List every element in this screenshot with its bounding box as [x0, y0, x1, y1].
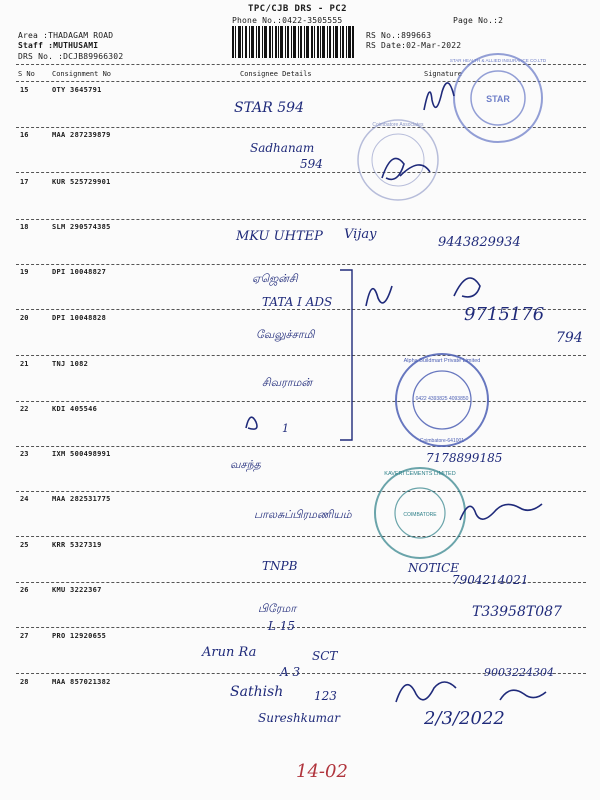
handwriting-r25-phone: 7904214021: [452, 573, 529, 587]
handwriting-r26-phone: T33958T087: [472, 604, 562, 620]
handwriting-r27b: SCT: [312, 649, 338, 663]
col-signature: Signature: [424, 70, 462, 78]
handwriting-r26b: L 15: [268, 619, 296, 633]
row-sno: 27: [20, 632, 29, 640]
staff-field: Staff :MUTHUSAMI: [18, 41, 99, 50]
handwriting-r15: STAR 594: [234, 100, 304, 116]
rs-date: RS Date:02-Mar-2022: [366, 41, 462, 50]
handwriting-r21: சிவராமன்: [262, 376, 313, 389]
row-consignment-no: PRO 12920655: [52, 632, 107, 640]
handwriting-r22-mark: [246, 417, 257, 429]
rs-number: RS No.:899663: [366, 31, 432, 40]
handwriting-r28: Sathish: [230, 684, 284, 700]
handwriting-r27c: A 3: [280, 665, 301, 679]
handwriting-r27-phone: 9003224304: [484, 666, 554, 679]
handwriting-r23: வசந்த: [230, 458, 261, 471]
signature-r15: [424, 83, 454, 110]
handwriting-r18b: Vijay: [344, 227, 377, 242]
row-consignment-no: MAA 287239879: [52, 131, 111, 139]
cement-stamp-name: KAVERI CEMENTS LIMITED: [384, 471, 456, 477]
row-consignment-no: TNJ 1082: [52, 360, 89, 368]
signature-r19: [366, 278, 480, 306]
col-consignment: Consignment No: [52, 70, 112, 78]
drs-number: DRS No. :DCJB89966302: [18, 52, 124, 61]
row-sno: 17: [20, 178, 29, 186]
star-stamp-center: STAR: [486, 94, 510, 104]
col-sno: S No: [18, 70, 35, 78]
buildmart-stamp-name: Alpha Buildmart Private Limited: [403, 358, 481, 364]
row-sno: 21: [20, 360, 29, 368]
row-sno: 16: [20, 131, 29, 139]
row-consignment-no: KDI 405546: [52, 405, 98, 413]
handwriting-r24: பாலசுப்பிரமணியம்: [254, 508, 352, 521]
handwriting-r18: MKU UHTEP: [236, 229, 323, 244]
row-sno: 23: [20, 450, 29, 458]
row-consignment-no: OTY 3645791: [52, 86, 102, 94]
handwriting-r16a: Sadhanam: [250, 141, 315, 155]
cement-stamp: [375, 468, 465, 558]
signature-r28: [396, 682, 546, 702]
associates-stamp: [358, 120, 438, 200]
handwriting-r20: வேலுச்சாமி: [256, 328, 315, 341]
handwriting-r19-phone: 9715176: [464, 304, 545, 325]
buildmart-stamp-phone: 0422 4393825 4093850: [415, 396, 469, 402]
handwriting-r16b: 594: [300, 157, 323, 171]
row-sno: 26: [20, 586, 29, 594]
handwriting-r19a: ஏஜென்சி: [252, 272, 298, 285]
handwriting-r26: பிரேமா: [258, 602, 297, 615]
star-health-stamp: [450, 54, 547, 142]
handwriting-r23-phone: 7178899185: [426, 451, 503, 465]
cement-stamp-city: COIMBATORE: [403, 512, 437, 518]
row-consignment-no: DPI 10048827: [52, 268, 107, 276]
bracket-r19-r22: [340, 270, 352, 440]
area-field: Area :THADAGAM ROAD: [18, 31, 114, 40]
handwriting-r28c: Sureshkumar: [258, 711, 340, 725]
row-sno: 28: [20, 678, 29, 686]
page-number: Page No.:2: [453, 16, 504, 25]
handwriting-r19c: 794: [556, 330, 583, 346]
handwriting-r22: 1: [282, 422, 289, 435]
row-consignment-no: DPI 10048828: [52, 314, 107, 322]
star-stamp-name: STAR HEALTH & ALLIED INSURANCE CO.LTD: [449, 58, 547, 63]
row-sno: 24: [20, 495, 29, 503]
row-consignment-no: MAA 282531775: [52, 495, 111, 503]
row-sno: 22: [20, 405, 29, 413]
handwriting-r18-phone: 9443829934: [438, 235, 521, 250]
row-sno: 15: [20, 86, 29, 94]
buildmart-stamp-city: Coimbatore-641001: [419, 438, 465, 444]
document-title: TPC/CJB DRS - PC2: [248, 4, 347, 14]
col-consignee: Consignee Details: [240, 70, 312, 78]
row-consignment-no: IXM 500498991: [52, 450, 111, 458]
footer-annotation: 14-02: [296, 761, 348, 782]
handwriting-r27: Arun Ra: [202, 645, 257, 660]
row-sno: 25: [20, 541, 29, 549]
row-sno: 18: [20, 223, 29, 231]
row-sno: 20: [20, 314, 29, 322]
buildmart-stamp: [396, 354, 488, 446]
row-consignment-no: SLM 290574385: [52, 223, 111, 231]
row-consignment-no: KMU 3222367: [52, 586, 102, 594]
phone-number: Phone No.:0422-3505555: [232, 16, 343, 25]
handwriting-r25: TNPB: [262, 559, 298, 573]
handwriting-r19b: TATA I ADS: [262, 295, 333, 309]
handwriting-r28-date: 2/3/2022: [424, 708, 505, 729]
row-consignment-no: MAA 857021382: [52, 678, 111, 686]
row-consignment-no: KRR 5327319: [52, 541, 102, 549]
associates-stamp-text: Coimbatore Associates: [372, 122, 424, 128]
handwriting-r28b: 123: [314, 689, 337, 703]
row-consignment-no: KUR 525729901: [52, 178, 111, 186]
signature-r24: [460, 504, 542, 520]
handwriting-r25b: NOTICE: [408, 561, 460, 575]
row-sno: 19: [20, 268, 29, 276]
